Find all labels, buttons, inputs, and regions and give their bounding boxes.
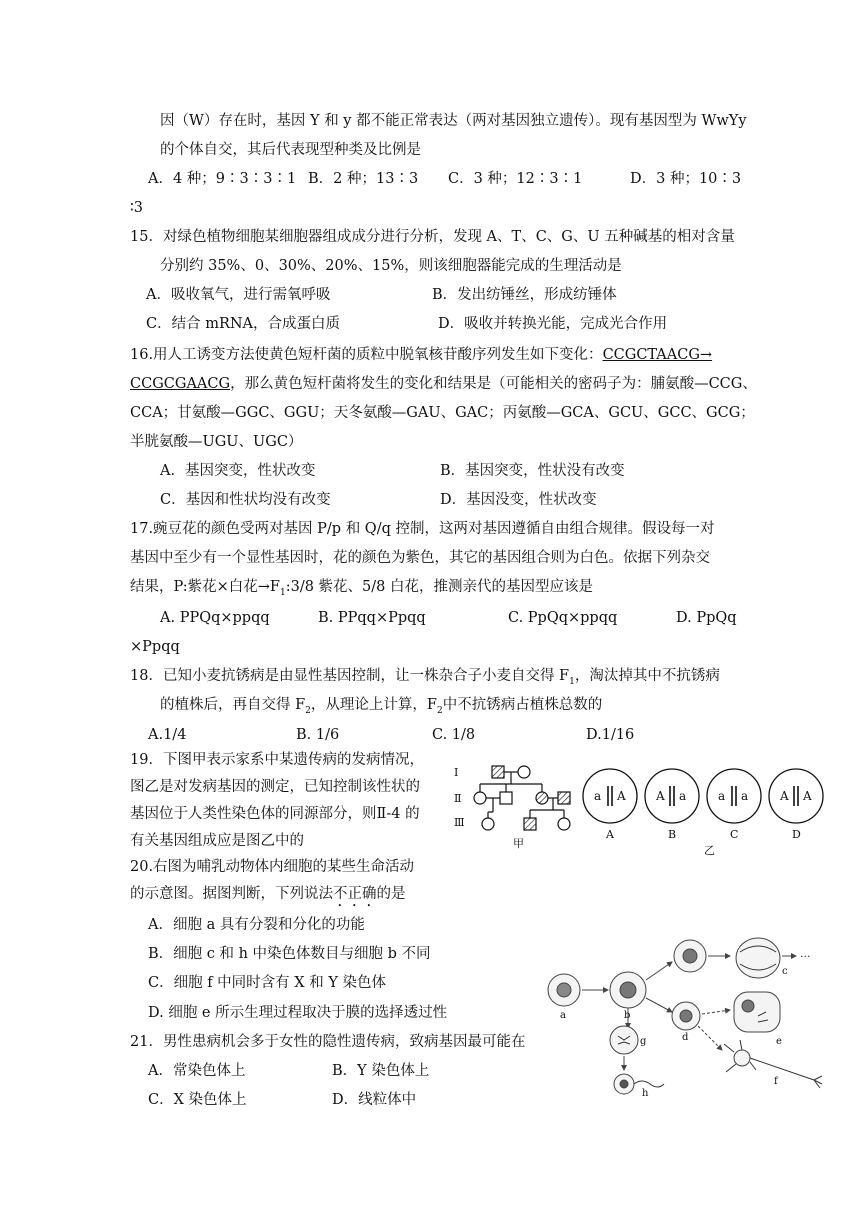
q19-line2: 图乙是对发病基因的测定，已知控制该性状的	[130, 779, 420, 795]
fig-label-c: c	[782, 966, 788, 977]
q17-line1: 17.豌豆花的颜色受两对基因 P/p 和 Q/q 控制，这两对基因遵循自由组合规律。假设每一对	[130, 521, 715, 537]
pedigree-female	[474, 792, 486, 804]
q16-sequence-mutated: CCGCGAACG	[130, 376, 231, 392]
q16-line3: CCA；甘氨酸—GGC、GGU；天冬氨酸—GAU、GAC；丙氨酸—GCA、GCU、GCC、GCG；	[130, 405, 755, 421]
q18-line1-b: ，淘汰掉其中不抗锈病	[574, 668, 720, 684]
pedigree-female	[518, 766, 530, 778]
q18-line2-sub: 2	[305, 705, 311, 716]
q21-option-d: D．线粒体中	[332, 1092, 417, 1108]
pedigree-female-affected	[536, 792, 548, 804]
q16-line4: 半胱氨酸—UGU、UGC）	[130, 434, 303, 450]
q18-line2-a: 的植株后，再自交得 F	[160, 697, 306, 713]
q16-option-b: B．基因突变，性状没有改变	[440, 463, 625, 479]
cell-e	[734, 992, 780, 1032]
q14-line1: 因（W）存在时，基因 Y 和 y 都不能正常表达（两对基因独立遗传）。现有基因型为 WwYy	[160, 113, 747, 129]
generation-iii-label: Ⅲ	[454, 816, 465, 829]
q15-option-d: D．吸收并转换光能，完成光合作用	[438, 316, 668, 332]
figure-jia-label: 甲	[513, 837, 524, 850]
cell-option-label: C	[730, 828, 739, 841]
fig-label-d: d	[682, 1032, 689, 1043]
pedigree-male-affected	[558, 792, 570, 804]
q17-option-a: A. PPQq×ppqq	[160, 610, 270, 626]
allele-right: a	[679, 789, 687, 803]
q17-line3	[130, 578, 593, 602]
generation-ii-label: Ⅱ	[454, 792, 462, 805]
q18-option-b: B. 1/6	[296, 727, 340, 743]
fig-label-h: h	[642, 1088, 649, 1099]
q14-option-a: A．4 种；9∶3∶3∶1	[148, 171, 297, 187]
q16-option-a: A．基因突变，性状改变	[160, 463, 316, 479]
allele-right: a	[741, 789, 749, 803]
allele-left: a	[594, 789, 602, 803]
q18-option-a: A.1/4	[148, 727, 187, 743]
figure-yi-label: 乙	[704, 844, 715, 856]
q17-option-d-cont: ×Ppqq	[130, 639, 180, 655]
cell-process-figure	[544, 932, 834, 1100]
q18-line2-c: 中不抗锈病占植株总数的	[442, 697, 603, 713]
q15-option-a: A．吸收氧气，进行需氧呼吸	[146, 287, 331, 303]
q16-option-c: C．基因和性状均没有改变	[160, 492, 331, 508]
q17-option-c: C. PpQq×ppqq	[508, 610, 618, 626]
q18-line1-sub: 1	[569, 676, 575, 687]
genotype-cell-d	[769, 769, 823, 841]
q14-option-d: D．3 种；10∶3	[630, 171, 742, 187]
q20-line1: 20.右图为哺乳动物体内细胞的某些生命活动	[130, 859, 415, 875]
generation-i-label: Ⅰ	[454, 766, 459, 779]
q20-option-b: B．细胞 c 和 h 中染色体数目与细胞 b 不同	[148, 946, 431, 962]
cell-option-label: D	[792, 828, 801, 841]
q14-option-c: C．3 种；12∶3∶1	[448, 171, 583, 187]
pedigree-male-affected	[492, 766, 504, 778]
q20-option-c: C．细胞 f 中同时含有 X 和 Y 染色体	[148, 975, 387, 991]
pedigree-male	[500, 792, 512, 804]
pedigree-female	[482, 818, 494, 830]
pedigree-figure	[452, 760, 582, 850]
q19-line4: 有关基因组成应是图乙中的	[130, 833, 304, 849]
q18-option-d: D.1/16	[586, 727, 635, 743]
q20-line2	[130, 885, 406, 910]
q16-sequence-original: CCGCTAACG→	[602, 347, 713, 363]
pedigree-male-affected	[524, 818, 536, 830]
allele-left: A	[656, 789, 665, 803]
genotype-cell-c	[707, 769, 761, 841]
genotype-cell-b	[645, 769, 699, 841]
q18-option-c: C. 1/8	[432, 727, 476, 743]
q18-line1-a: 18．已知小麦抗锈病是由显性基因控制，让一株杂合子小麦自交得 F	[130, 668, 570, 684]
fig-label-e: e	[776, 1036, 782, 1047]
q16-line1-text: 16.用人工诱变方法使黄色短杆菌的质粒中脱氧核苷酸序列发生如下变化：	[130, 347, 603, 363]
pedigree-female	[558, 818, 570, 830]
fig-label-g: g	[640, 1036, 647, 1047]
q18-line1	[130, 667, 720, 691]
fig-label-f: f	[774, 1076, 778, 1087]
q20-option-d: D. 细胞 e 所示生理过程取决于膜的选择透过性	[148, 1005, 448, 1021]
q14-line2: 的个体自交，其后代表现型种类及比例是	[160, 142, 421, 158]
q15-option-b: B．发出纺锤丝，形成纺锤体	[432, 287, 617, 303]
q21-option-a: A．常染色体上	[148, 1063, 246, 1079]
q20-emphasis: 不正确	[333, 886, 377, 902]
q21-option-b: B．Y 染色体上	[332, 1063, 430, 1079]
allele-right: A	[617, 789, 626, 803]
fig-label-b: b	[624, 1010, 631, 1021]
q17-line3-sub: 1	[279, 587, 286, 598]
q17-option-b: B. PPqq×Ppqq	[318, 610, 426, 626]
q17-line3-a: 结果，P:紫花×白花→F	[130, 579, 280, 595]
q19-line3: 基因位于人类性染色体的同源部分，则Ⅱ-4 的	[130, 806, 420, 822]
allele-left: a	[718, 789, 726, 803]
q18-line2-b: ，从理论上计算，F	[310, 697, 437, 713]
q20-line2-a: 的示意图。据图判断，下列说法	[130, 886, 333, 902]
cell-option-label: B	[668, 828, 677, 841]
q16-line1	[130, 346, 712, 364]
cell-f	[734, 1050, 750, 1066]
cell-option-label: A	[606, 828, 614, 841]
q16-line2-text: ，那么黄色短杆菌将发生的变化和结果是（可能相关的密码子为：脯氨酸—CCG、	[230, 376, 757, 392]
genotype-cell-a	[583, 769, 637, 841]
q18-line2	[160, 696, 602, 720]
q21-option-c: C．X 染色体上	[148, 1092, 247, 1108]
genotype-cells-figure	[582, 766, 832, 856]
q17-line2: 基因中至少有一个显性基因时，花的颜色为紫色，其它的基因组合则为白色。依据下列杂交	[130, 550, 710, 566]
q14-option-d-cont: ∶3	[130, 200, 143, 216]
cell-c	[736, 938, 780, 978]
q15-line1: 15．对绿色植物细胞某细胞器组成成分进行分析，发现 A、T、C、G、U 五种碱基的相对含量	[130, 229, 735, 245]
q17-line3-b: :3/8 紫花、5/8 白花，推测亲代的基因型应该是	[285, 579, 593, 595]
q14-option-b: B．2 种；13∶3	[308, 171, 419, 187]
svg-text:···: ···	[800, 950, 811, 963]
q17-option-d: D. PpQq	[676, 610, 737, 626]
q15-option-c: C．结合 mRNA，合成蛋白质	[146, 316, 341, 332]
q21-line1: 21．男性患病机会多于女性的隐性遗传病，致病基因最可能在	[130, 1034, 526, 1050]
q20-line2-b: 的是	[376, 886, 406, 902]
q16-line2	[130, 375, 757, 393]
q19-line1: 19．下图甲表示家系中某遗传病的发病情况，	[130, 752, 424, 768]
fig-label-a: a	[560, 1010, 566, 1021]
q15-line2: 分别约 35%、0、30%、20%、15%，则该细胞器能完成的生理活动是	[160, 258, 622, 274]
allele-right: A	[803, 789, 812, 803]
q16-option-d: D．基因没变，性状改变	[440, 492, 597, 508]
allele-left: A	[780, 789, 789, 803]
q18-line2-sub2: 2	[436, 705, 443, 716]
q20-option-a: A．细胞 a 具有分裂和分化的功能	[148, 917, 365, 933]
